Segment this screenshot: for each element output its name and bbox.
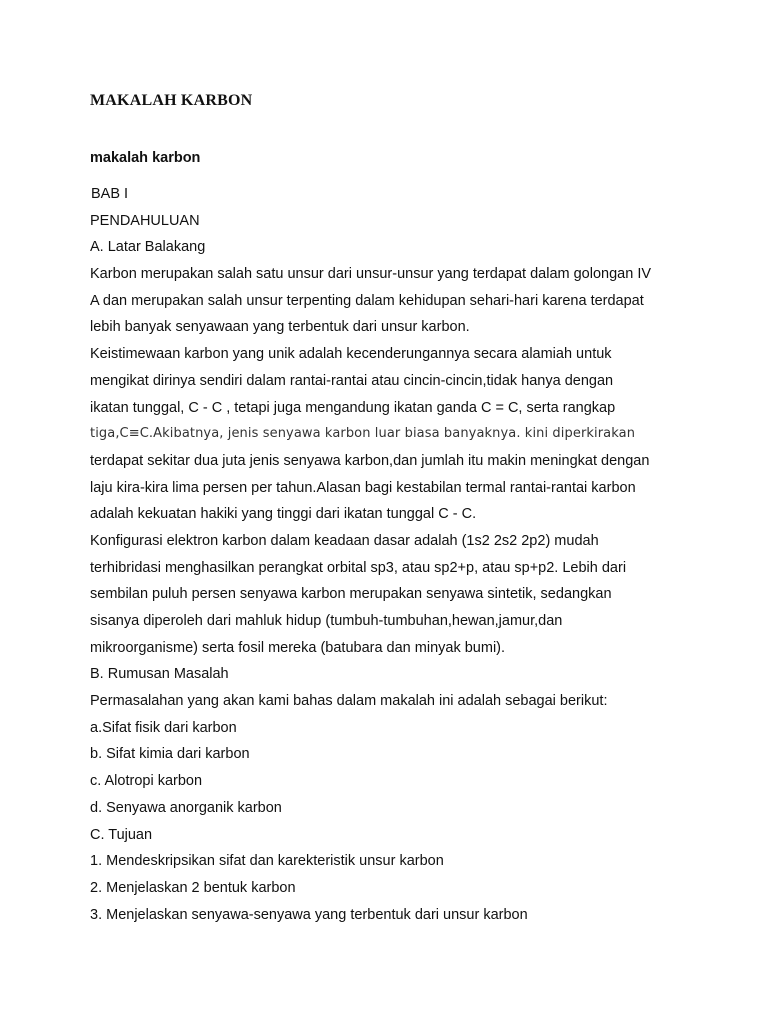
paragraph-line: mikroorganisme) serta fosil mereka (batubara dan minyak bumi). [90,639,506,656]
list-item: 3. Menjelaskan senyawa-senyawa yang terbentuk dari unsur karbon [90,906,528,923]
list-item: 2. Menjelaskan 2 bentuk karbon [90,879,296,896]
chapter-label: BAB I [91,186,129,202]
list-item: b. Sifat kimia dari karbon [90,746,250,763]
document-body [90,181,730,928]
list-item: a.Sifat fisik dari karbon [90,719,237,736]
paragraph-line: A dan merupakan salah unsur terpenting dalam kehidupan sehari-hari karena terdapat [90,292,644,309]
paragraph-line: sisanya diperoleh dari mahluk hidup (tumbuh-tumbuhan,hewan,jamur,dan [90,613,563,629]
document-title: MAKALAH KARBON [90,92,253,109]
list-item: 1. Mendeskripsikan sifat dan karekteristik unsur karbon [90,853,444,870]
paragraph-line: terhibridasi menghasilkan perangkat orbital sp3, atau sp2+p, atau sp+p2. Lebih dari [90,559,627,576]
list-item: c. Alotropi karbon [90,773,203,790]
document-subtitle: makalah karbon [90,150,201,166]
section-heading-rumusan-masalah: B. Rumusan Masalah [90,666,229,683]
chapter-title: PENDAHULUAN [90,212,200,229]
paragraph-line: sembilan puluh persen senyawa karbon merupakan senyawa sintetik, sedangkan [90,586,612,603]
list-item: d. Senyawa anorganik karbon [90,799,282,816]
section-heading-tujuan: C. Tujuan [90,826,153,843]
paragraph-line: terdapat sekitar dua juta jenis senyawa karbon,dan jumlah itu makin meningkat dengan [90,452,650,469]
section-heading-latar-belakang: A. Latar Balakang [90,239,206,256]
paragraph-line: Keistimewaan karbon yang unik adalah kecenderungannya secara alamiah untuk [90,346,612,363]
paragraph-line: laju kira-kira lima persen per tahun.Alasan bagi kestabilan termal rantai-rantai karbon [90,479,636,496]
paragraph-line: tiga,C≡C.Akibatnya, jenis senyawa karbon luar biasa banyaknya. kini diperkirakan [90,426,636,442]
paragraph-line: Konfigurasi elektron karbon dalam keadaan dasar adalah (1s2 2s2 2p2) mudah [90,532,599,549]
paragraph-line: Permasalahan yang akan kami bahas dalam makalah ini adalah sebagai berikut: [90,693,608,710]
paragraph-line: Karbon merupakan salah satu unsur dari unsur-unsur yang terdapat dalam golongan IV [90,266,652,283]
paragraph-line: ikatan tunggal, C - C , tetapi juga mengandung ikatan ganda C = C, serta rangkap [90,399,616,416]
paragraph-line: mengikat dirinya sendiri dalam rantai-rantai atau cincin-cincin,tidak hanya dengan [90,372,614,389]
paragraph-line: adalah kekuatan hakiki yang tinggi dari ikatan tunggal C - C. [90,506,477,523]
paragraph-line: lebih banyak senyawaan yang terbentuk dari unsur karbon. [90,319,470,336]
